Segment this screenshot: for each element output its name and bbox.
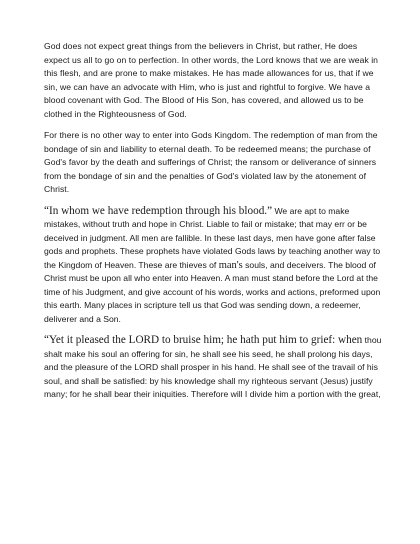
paragraph-text: souls, and deceivers. The blood of Christ must be upon all who enter into Heaven. A man must stand before the Lord at the time of his Judgment, and give account of his words, works and actions, preformed upon this earth. Many places in scripture tell us that God was sending down, a redeemer, deliverer and a Son. [44, 259, 381, 324]
paragraph-blood [44, 205, 384, 327]
paragraph-redemption: For there is no other way to enter into Gods Kingdom. The redemption of man from the bondage of sin and liability to eternal death. To be redeemed means; the purchase of God's favor by the death and sufferings of Christ; the ransom or deliverance of sinners from the bondage of sin and the penalties of God's violated law by the atonement of Christ. [44, 130, 378, 194]
scripture-quote: “In whom we have redemption through his blood.” [44, 204, 273, 217]
paragraph-perfection: God does not expect great things from the believers in Christ, but rather, He does expect us all to go on to perfection. In other words, the Lord knows that we are weak in this flesh, and are prone to make mistakes. He has made allowances for us, that if we sin, we can have an advocate with Him, who is just and rightful to forgive. We have a blood covenant with God. The Blood of His Son, has covered, and allowed us to be clothed in the Righteousness of God. [44, 41, 379, 119]
paragraph-bruise [44, 334, 384, 402]
paragraph-text: man's [218, 259, 243, 271]
paragraph-text: thou shalt make his soul an offering for sin, he shall see his seed, he shall prolong his days, and the pleasure of the LORD shall prosper in his hand. He shall see of the travail of his soul, and shall be satisfied: by his knowledge shall my righteous servant (Jesus) justify many; for he shall bear their iniquities. Therefore will I divide him a portion with the great, [44, 335, 382, 399]
paragraph-text: We are apt to make mistakes, without truth and hope in Christ. Liable to fail or mistake; that may err or be deceived in judgment. All men are fallible. In these last days, men have gone after false gods and prophets. These prophets have violated Gods laws by teaching another way to the Kingdom of Heaven. These are thieves of [44, 205, 381, 270]
scripture-quote: “Yet it pleased the LORD to bruise him; he hath put him to grief: when [44, 334, 363, 346]
